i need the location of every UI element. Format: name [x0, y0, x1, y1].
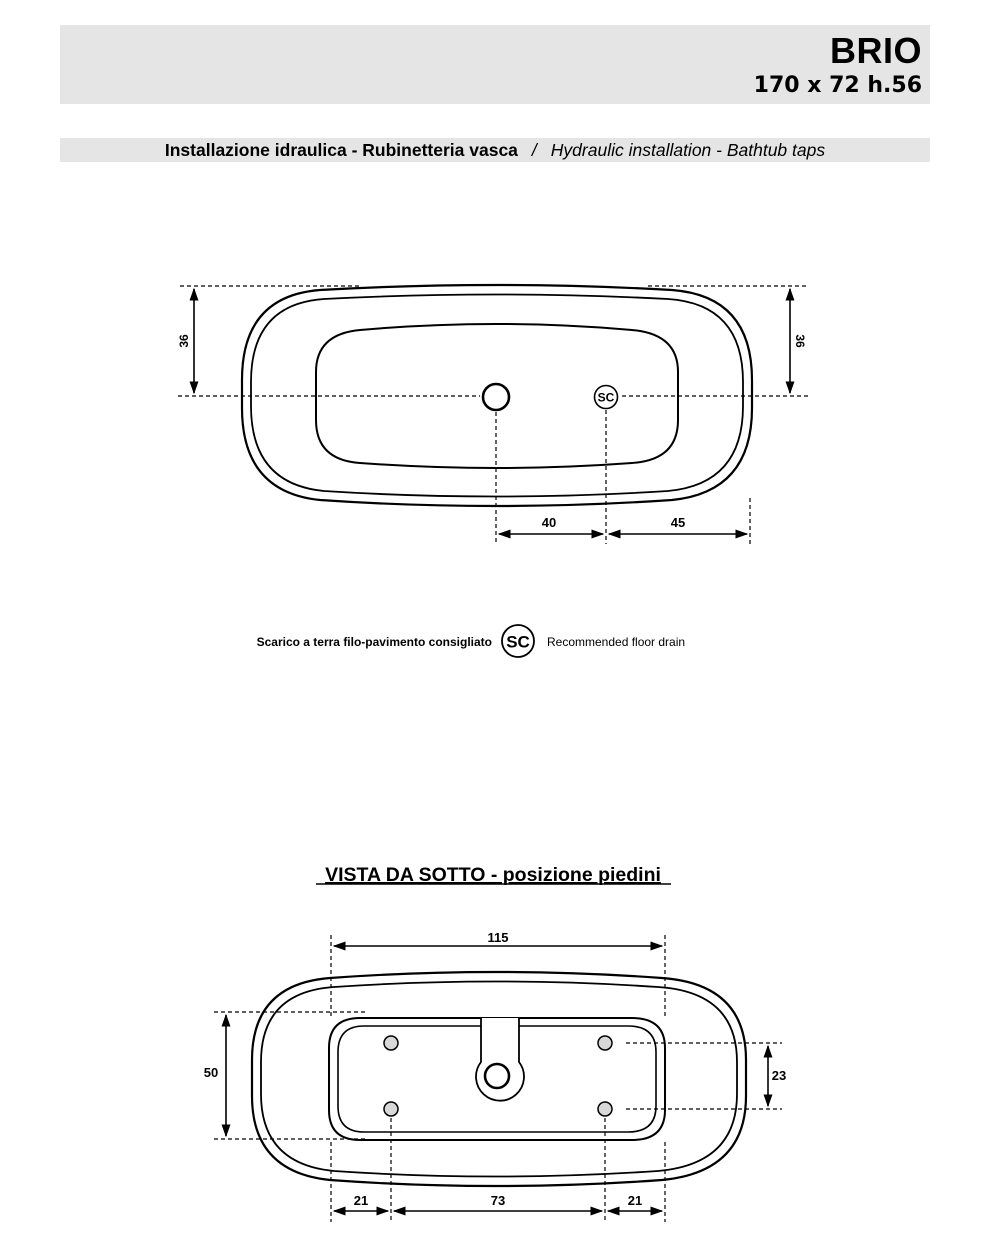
- foot-top-right: [598, 1036, 612, 1050]
- foot-bottom-left: [384, 1102, 398, 1116]
- bottom-drain-hole: [485, 1064, 509, 1088]
- dim-text-45: 45: [670, 515, 686, 530]
- legend-italian: Scarico a terra filo-pavimento consigliato: [256, 635, 492, 649]
- dim-text-50: 50: [203, 1065, 219, 1080]
- dim-text-23: 23: [771, 1068, 787, 1083]
- bottom-view: [204, 864, 786, 1222]
- dim-text-right-36: 36: [793, 334, 807, 348]
- bottom-view-title: VISTA DA SOTTO - posizione piedini: [325, 864, 661, 886]
- dim-text-21-left: 21: [353, 1193, 369, 1208]
- drain-hole: [483, 384, 509, 410]
- foot-bottom-right: [598, 1102, 612, 1116]
- legend-symbol-text: SC: [506, 632, 530, 652]
- dim-text-115: 115: [487, 930, 509, 945]
- legend: [257, 625, 685, 657]
- section-title-separator: /: [531, 139, 537, 160]
- dim-text-40: 40: [541, 515, 557, 530]
- model-dimensions: 170 x 72 h.56: [753, 73, 922, 98]
- sc-symbol-text: SC: [597, 390, 615, 405]
- foot-top-left: [384, 1036, 398, 1050]
- model-name: BRIO: [830, 30, 922, 71]
- dim-text-left-36: 36: [177, 334, 191, 348]
- top-view-plan: [177, 285, 810, 544]
- dim-text-21-right: 21: [627, 1193, 643, 1208]
- legend-english: Recommended floor drain: [547, 635, 686, 649]
- dim-text-73: 73: [490, 1193, 506, 1208]
- section-title-english: Hydraulic installation - Bathtub taps: [550, 139, 826, 160]
- section-title-italian: Installazione idraulica - Rubinetteria vasca: [164, 139, 518, 160]
